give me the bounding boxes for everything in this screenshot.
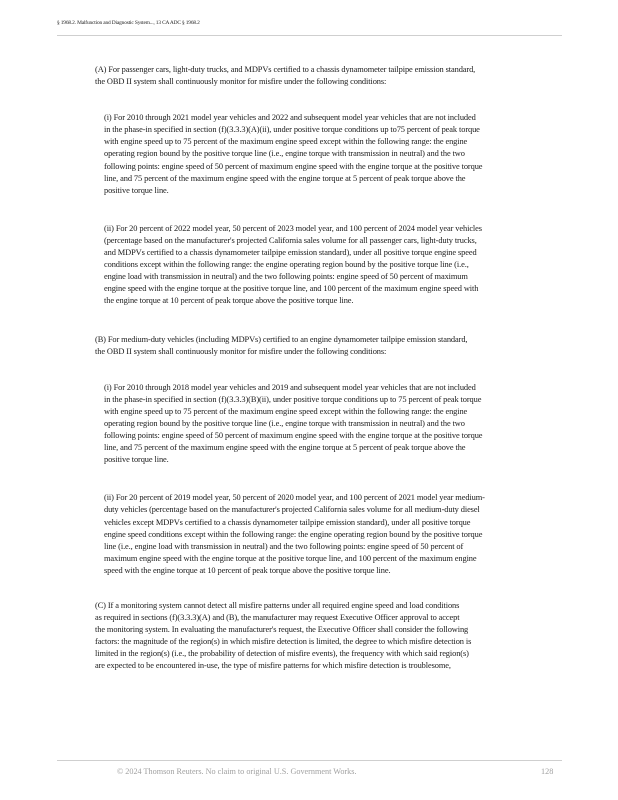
paragraph-c: (C) If a monitoring system cannot detect all misfire patterns under all required engine speed and load conditions as required in sections (f)(3.3.3)(A) and (B), the manufacturer may request Executive Officer approval to accept the monitoring system. In evaluating the manufacturer's request, the Executive Officer shall consider the following factors: the magnitude of the region(s) in which misfire detection is limited, the degree to which misfire detection is limited in the region(s) (i.e., the probability of detection of misfire events), the frequency with which said region(s) are expected to be encountered in-use, the type of misfire patterns for which misfire detection is troublesome, [95, 601, 472, 671]
footer-divider [57, 760, 562, 761]
paragraph-a-ii: (ii) For 20 percent of 2022 model year, 50 percent of 2023 model year, and 100 percent of 2024 model year vehicles (percentage based on the manufacturer's projected California sales volume for all passenger cars, light-duty trucks, and MDPVs certified to a chassis dynamometer tailpipe emission standard), under all positive torque engine speed conditions except within the following range: the engine operating region bound by the positive torque line (i.e., engine load with transmission in neutral) and the two following points: engine speed of 50 percent of maximum engine speed with the engine torque at the positive torque line, and 100 percent of the maximum engine speed with the engine torque at 10 percent of peak torque above the positive torque line. [104, 223, 482, 306]
paragraph-a: (A) For passenger cars, light-duty trucks, and MDPVs certified to a chassis dynamometer tailpipe emission standard, the OBD II system shall continuously monitor for misfire under the following conditions: [95, 65, 476, 87]
copyright-notice: © 2024 Thomson Reuters. No claim to original U.S. Government Works. [117, 767, 357, 776]
paragraph-b: (B) For medium-duty vehicles (including MDPVs) certified to an engine dynamometer tailpipe emission standard, the OBD II system shall continuously monitor for misfire under the following conditions: [95, 334, 468, 356]
page-number: 128 [541, 767, 554, 776]
header-divider [57, 35, 562, 36]
paragraph-b-ii: (ii) For 20 percent of 2019 model year, 50 percent of 2020 model year, and 100 percent of 2021 model year medium- duty vehicles (percentage based on the manufacturer's projected California sales volume for all medium-duty diesel vehicles except MDPVs certified to a chassis dynamometer tailpipe emission standard), under all positive torque engine speed conditions except within the following range: the engine operating region bound by the positive torque line (i.e., engine load with transmission in neutral) and the two following points: engine speed of 50 percent of maximum engine speed with the engine torque at the positive torque line, and 100 percent of the maximum engine speed with the engine torque at 10 percent of peak torque above the positive torque line. [104, 493, 485, 575]
running-header: § 1968.2. Malfunction and Diagnostic System..., 13 CA ADC § 1968.2 [57, 20, 200, 26]
paragraph-b-i: (i) For 2010 through 2018 model year vehicles and 2019 and subsequent model year vehicles that are not included in the phase-in specified in section (f)(3.3.3)(B)(ii), under positive torque conditions up to 75 percent of peak torque with engine speed up to 75 percent of the maximum engine speed except within the following range: the engine operating region bound by the positive torque line (i.e., engine torque with transmission in neutral) and the two following points: engine speed of 50 percent of maximum engine speed with the engine torque at the positive torque line, and 75 percent of the maximum engine speed with the engine torque at 5 percent of peak torque above the positive torque line. [104, 382, 483, 465]
paragraph-a-i: (i) For 2010 through 2021 model year vehicles and 2022 and subsequent model year vehicles that are not included in the phase-in specified in section (f)(3.3.3)(A)(ii), under positive torque conditions up to75 percent of peak torque with engine speed up to 75 percent of the maximum engine speed except within the following range: the engine operating region bound by the positive torque line (i.e., engine torque with transmission in neutral) and the two following points: engine speed of 50 percent of maximum engine speed with the engine torque at the positive torque line, and 75 percent of the maximum engine speed with the engine torque at 5 percent of peak torque above the positive torque line. [104, 113, 483, 195]
document-body [95, 64, 575, 673]
